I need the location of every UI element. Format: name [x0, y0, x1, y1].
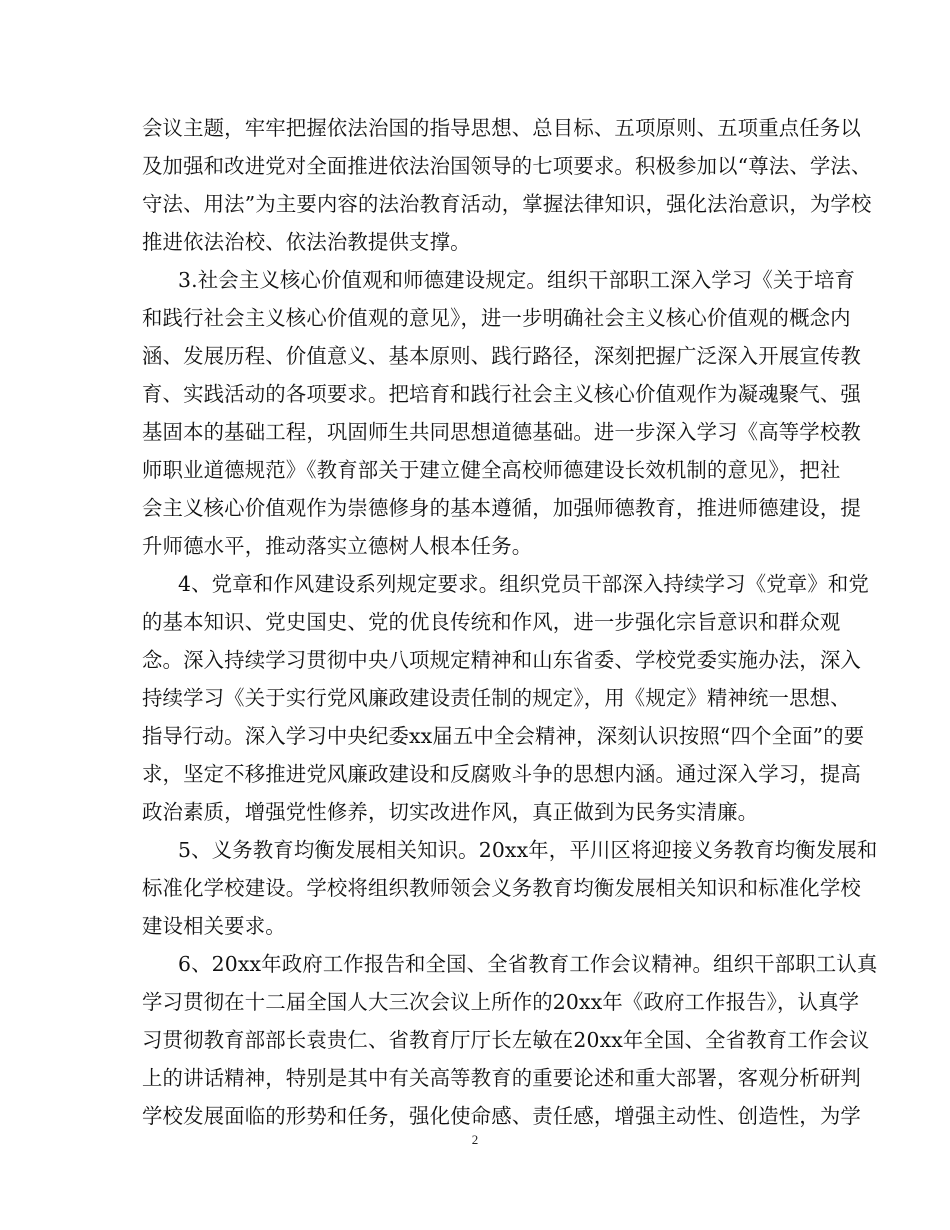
text-line: 指导行动。深入学习中央纪委xx届五中全会精神，深刻认识按照“四个全面”的要 [142, 724, 865, 748]
paragraph-start-line: 3.社会主义核心价值观和师德建设规定。组织干部职工深入学习《关于培育 [178, 268, 856, 292]
text-line: 学习贯彻在十二届全国人大三次会议上所作的20xx年《政府工作报告》，认真学 [142, 990, 860, 1014]
text-line: 习贯彻教育部部长袁贵仁、省教育厅厅长左敏在20xx年全国、全省教育工作会议 [142, 1028, 870, 1052]
text-line: 持续学习《关于实行党风廉政建设责任制的规定》，用《规定》精神统一思想、 [142, 686, 851, 710]
text-line: 念。深入持续学习贯彻中央八项规定精神和山东省委、学校党委实施办法，深入 [142, 648, 861, 672]
text-line: 守法、用法”为主要内容的法治教育活动，掌握法律知识，强化法治意识，为学校 [142, 192, 872, 216]
text-line: 和践行社会主义核心价值观的意见》，进一步明确社会主义核心价值观的概念内 [142, 306, 851, 330]
paragraph-start-line: 5、义务教育均衡发展相关知识。20xx年，平川区将迎接义务教育均衡发展和 [178, 838, 878, 862]
text-line: 的基本知识、党史国史、党的优良传统和作风，进一步强化宗旨意识和群众观 [142, 610, 841, 634]
paragraph-start-line: 4、党章和作风建设系列规定要求。组织党员干部深入持续学习《党章》和党 [178, 572, 869, 596]
text-line: 会议主题，牢牢把握依法治国的指导思想、总目标、五项原则、五项重点任务以 [142, 116, 861, 140]
text-line: 育、实践活动的各项要求。把培育和践行社会主义核心价值观作为凝魂聚气、强 [142, 382, 861, 406]
text-line: 会主义核心价值观作为崇德修身的基本遵循，加强师德教育，推进师德建设，提 [142, 496, 861, 520]
text-line: 涵、发展历程、价值意义、基本原则、践行路径，深刻把握广泛深入开展宣传教 [142, 344, 861, 368]
text-line: 标准化学校建设。学校将组织教师领会义务教育均衡发展相关知识和标准化学校 [142, 876, 861, 900]
paragraph-start-line: 6、20xx年政府工作报告和全国、全省教育工作会议精神。组织干部职工认真 [178, 952, 878, 976]
text-line: 推进依法治校、依法治教提供支撑。 [142, 230, 471, 254]
text-line: 及加强和改进党对全面推进依法治国领导的七项要求。积极参加以“尊法、学法、 [142, 154, 872, 178]
text-line: 求，坚定不移推进党风廉政建设和反腐败斗争的思想内涵。通过深入学习，提高 [142, 762, 861, 786]
page-number: 2 [471, 1132, 479, 1147]
text-line: 上的讲话精神，特别是其中有关高等教育的重要论述和重大部署，客观分析研判 [142, 1066, 861, 1090]
text-line: 建设相关要求。 [142, 914, 286, 938]
text-line: 基固本的基础工程，巩固师生共同思想道德基础。进一步深入学习《高等学校教 [142, 420, 861, 444]
text-line: 学校发展面临的形势和任务，强化使命感、责任感，增强主动性、创造性，为学 [142, 1104, 861, 1128]
text-line: 师职业道德规范》《教育部关于建立健全高校师德建设长效机制的意见》，把社 [142, 458, 841, 482]
text-line: 政治素质，增强党性修养，切实改进作风，真正做到为民务实清廉。 [142, 800, 759, 824]
text-line: 升师德水平，推动落实立德树人根本任务。 [142, 534, 533, 558]
